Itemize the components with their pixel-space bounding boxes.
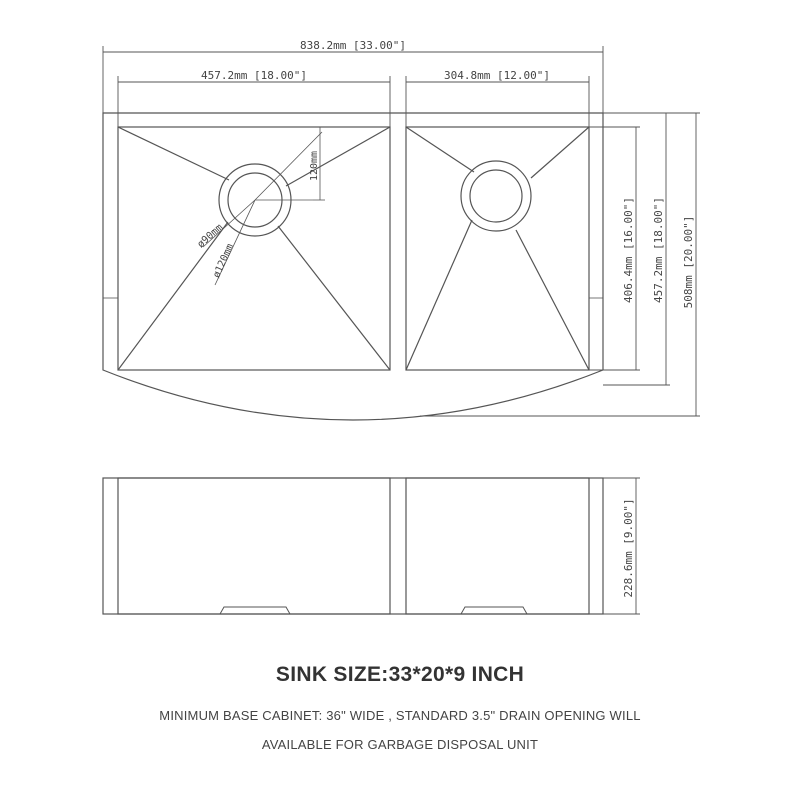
inner-length-label: 457.2mm [18.00"] <box>652 197 665 303</box>
bowl-length-label: 406.4mm [16.00"] <box>622 197 635 303</box>
front-view <box>103 478 640 614</box>
left-bowl-width-label: 457.2mm [18.00"] <box>201 69 307 82</box>
sink-size-title: SINK SIZE:33*20*9 INCH <box>275 663 525 686</box>
caption-line-1: MINIMUM BASE CABINET: 36" WIDE , STANDARD 3.5" DRAIN OPENING WILL <box>159 708 641 723</box>
right-bowl-width-label: 304.8mm [12.00"] <box>444 69 550 82</box>
bowl-depth-label: 228.6mm [9.00"] <box>622 498 635 598</box>
drain-offset-label: 120mm <box>309 150 320 182</box>
right-drain-flange <box>461 161 531 231</box>
drain-diameter-label: ø90mm <box>195 221 226 251</box>
overall-length-label: 508mm [20.00"] <box>682 215 695 309</box>
right-drain-opening <box>470 170 522 222</box>
width-dimensions <box>103 46 603 127</box>
right-bowl <box>406 127 589 370</box>
front-left-bowl <box>118 478 390 614</box>
caption-line-2: AVAILABLE FOR GARBAGE DISPOSAL UNIT <box>261 737 539 752</box>
top-view <box>103 113 603 420</box>
flange-diameter-label: ø120mm <box>211 242 237 280</box>
overall-width-label: 838.2mm [33.00"] <box>300 39 406 52</box>
front-outline <box>103 478 603 614</box>
sink-outline <box>103 113 603 420</box>
front-right-bowl <box>406 478 589 614</box>
